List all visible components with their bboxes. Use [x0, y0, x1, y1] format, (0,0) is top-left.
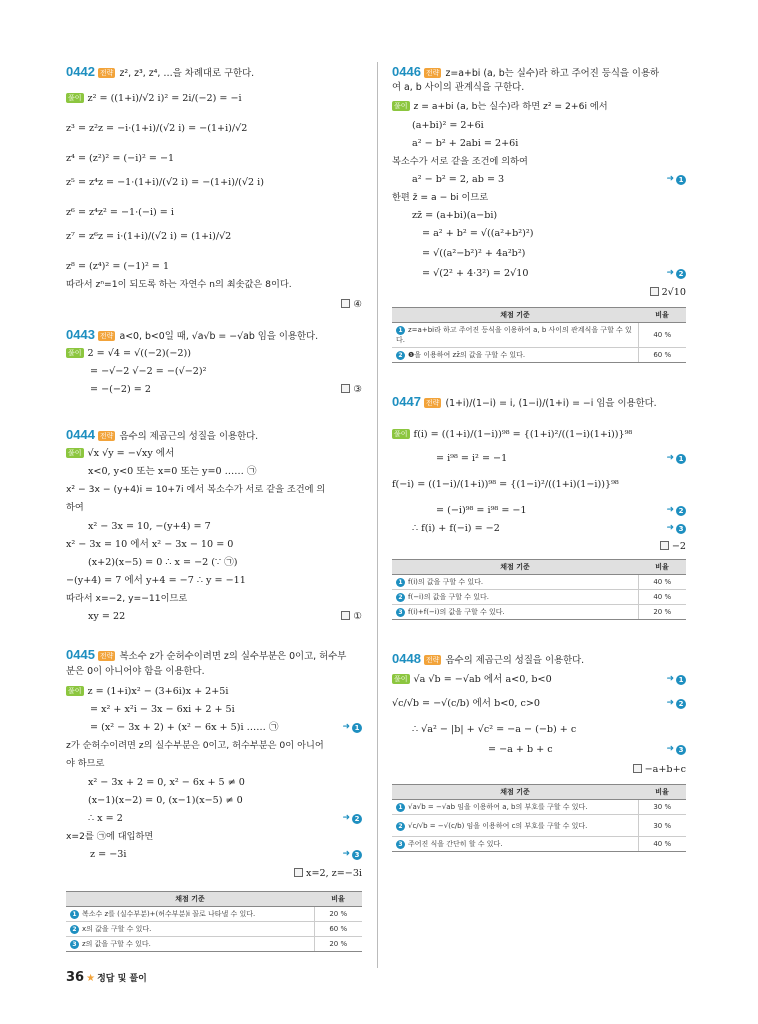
solution-line: = √(2² + 4·3²) = 2√10: [422, 268, 529, 279]
solution-line: ∴ f(i) + f(−i) = −2: [412, 523, 500, 534]
solution-line: (x+2)(x−5) = 0 ∴ x = −2 (∵ ㉠): [88, 557, 238, 568]
solution-line: = −(−2) = 2: [90, 384, 151, 395]
answer-value: x=2, z=−3i: [306, 868, 362, 879]
problem-number: 0447: [392, 394, 421, 409]
problem-header: [392, 65, 686, 81]
step-marker-1: ➜ 1: [342, 722, 362, 733]
answer-value: ①: [353, 611, 362, 622]
strategy-text: 음수의 제곱근의 성질을 이용한다.: [119, 431, 259, 442]
solution-line: ∴ x = 2: [88, 813, 123, 824]
answer-box-icon: [341, 299, 350, 308]
solution-line: = x² + x²i − 3x − 6xi + 2 + 5i: [90, 704, 235, 715]
strategy-text: 여 a, b 사이의 관계식을 구한다.: [392, 82, 525, 93]
solution-line: = −a + b + c: [488, 744, 553, 755]
solution-line: x² − 3x − (y+4)i = 10+7i 에서 복소수가 서로 같을 조건에 의: [66, 484, 326, 495]
solution-line: √a √b = −√ab 에서 a<0, b<0: [413, 674, 552, 685]
strategy-tag: 전략: [99, 332, 114, 340]
answer: [294, 868, 362, 879]
table-header: 채점 기준: [392, 785, 638, 800]
step-marker-2: ➜ 2: [342, 813, 362, 824]
solution-line: 2 = √4 = √((−2)(−2)): [87, 348, 191, 359]
answer: [633, 764, 686, 775]
step-marker-2: ➜ 2: [666, 698, 686, 709]
table-header: 비율: [314, 892, 362, 907]
solution-line: 따라서 zⁿ=1이 되도록 하는 자연수 n의 최솟값은 8이다.: [66, 279, 292, 290]
solution-line: = i⁹⁸ = i² = −1: [436, 453, 508, 464]
table-header: 채점 기준: [66, 892, 314, 907]
strategy-tag: 전략: [425, 656, 440, 664]
problem-0443: [66, 327, 362, 395]
table-row: 3 주어진 식을 간단히 할 수 있다. 40 %: [392, 837, 686, 852]
strategy-tag: 전략: [99, 652, 114, 660]
problem-header: [66, 648, 362, 664]
solution-tag: 풀이: [68, 687, 82, 695]
solution-line: z⁶ = z⁴z² = −1·(−i) = i: [66, 207, 174, 218]
strategy-text: z=a+bi (a, b는 실수)라 하고 주어진 등식을 이용하: [445, 68, 660, 79]
step-marker-3: ➜ 3: [666, 523, 686, 534]
grading-table: [66, 891, 362, 952]
page-footer: [66, 970, 147, 985]
answer: [341, 299, 362, 310]
step-marker-3: ➜ 3: [342, 849, 362, 860]
solution-line: 야 하므로: [66, 758, 105, 769]
solution-line: z가 순허수이려면 z의 실수부분은 0이고, 허수부분은 0이 아니어: [66, 740, 324, 751]
solution-line: 복소수가 서로 같을 조건에 의하여: [392, 156, 528, 167]
table-row: 3 f(i)+f(−i)의 값을 구할 수 있다. 20 %: [392, 605, 686, 620]
table-row: 1 z=a+bi라 하고 주어진 등식을 이용하여 a, b 사이의 관계식을 구할 수 있다. 40 %: [392, 323, 686, 348]
table-row: 1 √a√b = −√ab 임을 이용하여 a, b의 부호를 구할 수 있다. 30 %: [392, 800, 686, 815]
solution-line: x=2를 ㉠에 대입하면: [66, 831, 154, 842]
solution-line: f(−i) = ((1−i)/(1+i))⁹⁸ = {(1−i)²/((1+i)(1−i))}⁹⁸: [392, 479, 619, 490]
answer-box-icon: [633, 764, 642, 773]
answer-box-icon: [650, 287, 659, 296]
table-row: 1 복소수 z를 (실수부분)+(허수부분)i 꼴로 나타낼 수 있다. 20 %: [66, 907, 362, 922]
answer-box-icon: [294, 868, 303, 877]
solution-line: zz̄ = (a+bi)(a−bi): [412, 210, 498, 221]
solution-line: = (−i)⁹⁸ = i⁹⁸ = −1: [436, 505, 527, 516]
table-row: 3 z의 값을 구할 수 있다. 20 %: [66, 937, 362, 952]
answer: [341, 384, 362, 395]
solution-line: x² − 3x = 10, −(y+4) = 7: [88, 521, 211, 532]
table-header: 비율: [638, 785, 686, 800]
solution-line: z = (1+i)x² − (3+6i)x + 2+5i: [87, 686, 229, 697]
grading-table: [392, 307, 686, 363]
grading-table: [392, 784, 686, 852]
solution-line: ∴ √a² − |b| + √c² = −a − (−b) + c: [412, 724, 577, 735]
answer: [650, 287, 686, 298]
answer-box-icon: [660, 541, 669, 550]
problem-0442: [66, 64, 362, 310]
problem-0444: [66, 427, 362, 622]
solution-line: √c/√b = −√(c/b) 에서 b<0, c>0: [392, 698, 541, 709]
problem-0448: [392, 651, 686, 848]
step-marker-1: ➜ 1: [666, 453, 686, 464]
strategy-tag: 전략: [99, 432, 114, 440]
table-row: 2 ❶을 이용하여 zz̄의 값을 구할 수 있다. 60 %: [392, 348, 686, 363]
table-header: 채점 기준: [392, 560, 638, 575]
problem-number: 0443: [66, 327, 95, 342]
step-marker-2: ➜ 2: [666, 268, 686, 279]
solution-tag: 풀이: [68, 349, 82, 357]
solution-tag: 풀이: [394, 675, 408, 683]
solution-line: 따라서 x=−2, y=−11이므로: [66, 593, 188, 604]
solution-line: x² − 3x = 10 에서 x² − 3x − 10 = 0: [66, 539, 234, 550]
table-row: 2 x의 값을 구할 수 있다. 60 %: [66, 922, 362, 937]
problem-0447: [392, 394, 686, 616]
table-header: 비율: [638, 560, 686, 575]
solution-line: a² − b² + 2abi = 2+6i: [412, 138, 519, 149]
solution-line: = (x² − 3x + 2) + (x² − 6x + 5)i …… ㉠: [90, 722, 279, 733]
footer-title: 정답 및 풀이: [97, 974, 147, 984]
solution-line: z = −3i: [90, 849, 127, 860]
solution-line: z² = ((1+i)/√2 i)² = 2i/(−2) = −i: [87, 93, 242, 104]
solution-line: x² − 3x + 2 = 0, x² − 6x + 5 ≠ 0: [88, 777, 245, 788]
solution-line: z³ = z²z = −i·(1+i)/(√2 i) = −(1+i)/√2: [66, 123, 248, 134]
solution-line: (a+bi)² = 2+6i: [412, 120, 484, 131]
table-header: 채점 기준: [392, 308, 638, 323]
star-icon: ★: [86, 973, 96, 984]
answer-box-icon: [341, 611, 350, 620]
strategy-text: 분은 0이 아니어야 함을 이용한다.: [66, 666, 205, 677]
strategy-text: 음수의 제곱근의 성질을 이용한다.: [445, 655, 585, 666]
column-divider: [377, 62, 378, 968]
problem-number: 0442: [66, 64, 95, 79]
strategy-text: z², z³, z⁴, …을 차례대로 구한다.: [119, 68, 255, 79]
solution-tag: 풀이: [394, 430, 408, 438]
problem-number: 0446: [392, 64, 421, 79]
solution-tag: 풀이: [68, 94, 82, 102]
step-marker-2: ➜ 2: [666, 505, 686, 516]
solution-line: z⁷ = z⁶z = i·(1+i)/(√2 i) = (1+i)/√2: [66, 231, 232, 242]
answer-value: ③: [353, 384, 362, 395]
answer-value: ④: [353, 299, 362, 310]
strategy-tag: 전략: [99, 69, 114, 77]
answer-box-icon: [341, 384, 350, 393]
answer: [660, 541, 686, 552]
strategy-text: 복소수 z가 순허수이려면 z의 실수부분은 0이고, 허수부: [119, 651, 347, 662]
strategy-tag: 전략: [425, 399, 440, 407]
strategy-tag: 전략: [425, 69, 440, 77]
problem-number: 0448: [392, 651, 421, 666]
solution-line: = −√−2 √−2 = −(√−2)²: [90, 366, 207, 377]
problem-0445: [66, 647, 362, 948]
solution-line: (x−1)(x−2) = 0, (x−1)(x−5) ≠ 0: [88, 795, 243, 806]
answer: [341, 611, 362, 622]
solution-line: = √((a²−b²)² + 4a²b²): [422, 248, 526, 259]
table-row: 1 f(i)의 값을 구할 수 있다. 40 %: [392, 575, 686, 590]
answer-value: −2: [671, 541, 686, 552]
step-marker-3: ➜ 3: [666, 744, 686, 755]
problem-number: 0445: [66, 647, 95, 662]
solution-line: xy = 22: [88, 611, 126, 622]
solution-tag: 풀이: [68, 449, 82, 457]
answer-value: −a+b+c: [644, 764, 686, 775]
solution-line: −(y+4) = 7 에서 y+4 = −7 ∴ y = −11: [66, 575, 246, 586]
step-marker-1: ➜ 1: [666, 674, 686, 685]
answer-value: 2√10: [661, 287, 686, 298]
problem-header: [66, 328, 362, 344]
solution-line: a² − b² = 2, ab = 3: [412, 174, 505, 185]
solution-line: z⁵ = z⁴z = −1·(1+i)/(√2 i) = −(1+i)/(√2 i): [66, 177, 264, 188]
solution-line: 하여: [66, 502, 84, 513]
solution-tag: 풀이: [394, 102, 408, 110]
problem-header: [66, 428, 362, 444]
grading-table: [392, 559, 686, 620]
solution-line: z⁸ = (z⁴)² = (−1)² = 1: [66, 261, 170, 272]
strategy-text: (1+i)/(1−i) = i, (1−i)/(1+i) = −i 임을 이용한다.: [445, 398, 657, 409]
solution-line: f(i) = ((1+i)/(1−i))⁹⁸ = {(1+i)²/((1−i)(1+i))}⁹⁸: [413, 429, 633, 440]
solution-line: z = a+bi (a, b는 실수)라 하면 z² = 2+6i 에서: [413, 101, 608, 112]
problem-header: [392, 652, 686, 668]
solution-line: 한편 z̄ = a − bi 이므로: [392, 192, 489, 203]
table-header: 비율: [638, 308, 686, 323]
table-row: 2 f(−i)의 값을 구할 수 있다. 40 %: [392, 590, 686, 605]
solution-line: √x √y = −√xy 에서: [87, 448, 175, 459]
strategy-text: a<0, b<0일 때, √a√b = −√ab 임을 이용한다.: [119, 331, 319, 342]
solution-line: x<0, y<0 또는 x=0 또는 y=0 …… ㉠: [88, 466, 257, 477]
problem-header: [66, 65, 362, 81]
table-row: 2 √c/√b = −√(c/b) 임을 이용하여 c의 부호를 구할 수 있다. 30 %: [392, 815, 686, 837]
step-marker-1: ➜ 1: [666, 174, 686, 185]
problem-header: [392, 395, 686, 411]
solution-line: = a² + b² = √((a²+b²)²): [422, 228, 534, 239]
problem-number: 0444: [66, 427, 95, 442]
problem-0446: [392, 64, 686, 359]
solution-line: z⁴ = (z²)² = (−i)² = −1: [66, 153, 175, 164]
page-number: 36: [66, 970, 85, 985]
